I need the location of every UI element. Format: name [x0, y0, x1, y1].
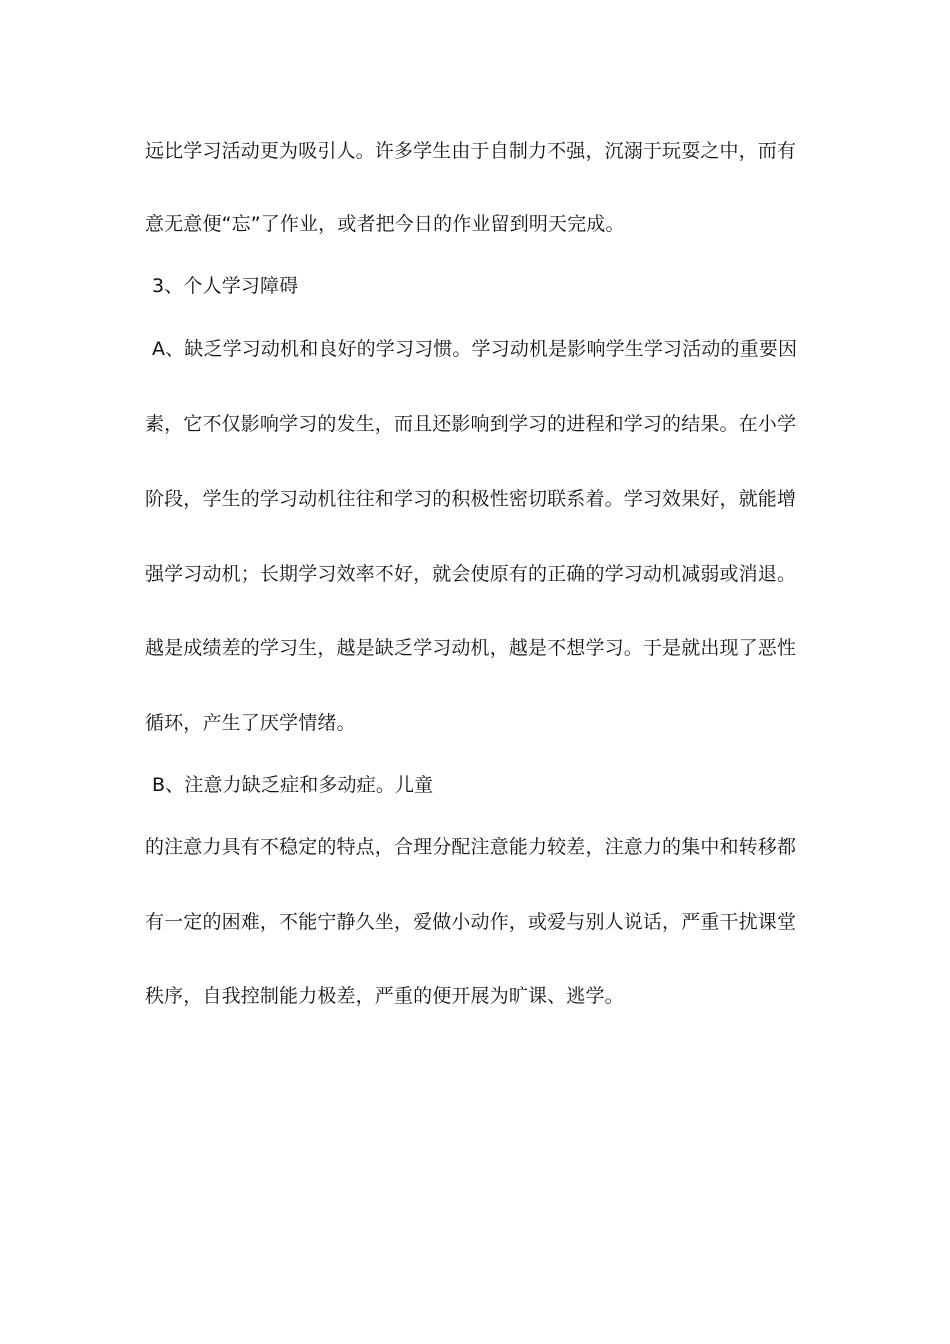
paragraph-line: A、缺乏学习动机和良好的学习习惯。学习动机是影响学生学习活动的重要因 [152, 338, 798, 360]
paragraph-line: 阶段，学生的学习动机往往和学习的积极性密切联系着。学习效果好，就能增 [145, 488, 797, 510]
paragraph-line: 有一定的困难，不能宁静久坐，爱做小动作，或爱与别人说话，严重干扰课堂 [145, 911, 797, 933]
paragraph-line: 越是成绩差的学习生，越是缺乏学习动机，越是不想学习。于是就出现了恶性 [145, 637, 797, 659]
paragraph-line: 远比学习活动更为吸引人。许多学生由于自制力不强，沉溺于玩耍之中，而有 [145, 140, 797, 162]
paragraph-line: 强学习动机；长期学习效率不好，就会使原有的正确的学习动机减弱或消退。 [145, 563, 797, 585]
paragraph-line: 的注意力具有不稳定的特点，合理分配注意能力较差，注意力的集中和转移都 [145, 836, 797, 858]
paragraph-line: 秩序，自我控制能力极差，严重的便开展为旷课、逃学。 [145, 985, 624, 1007]
paragraph-line: 意无意便“忘”了作业，或者把今日的作业留到明天完成。 [145, 213, 625, 235]
paragraph-line: 循环，产生了厌学情绪。 [145, 712, 356, 734]
section-heading: 3、个人学习障碍 [152, 275, 299, 297]
paragraph-line: B、注意力缺乏症和多动症。儿童 [152, 774, 434, 796]
paragraph-line: 素，它不仅影响学习的发生，而且还影响到学习的进程和学习的结果。在小学 [145, 413, 797, 435]
